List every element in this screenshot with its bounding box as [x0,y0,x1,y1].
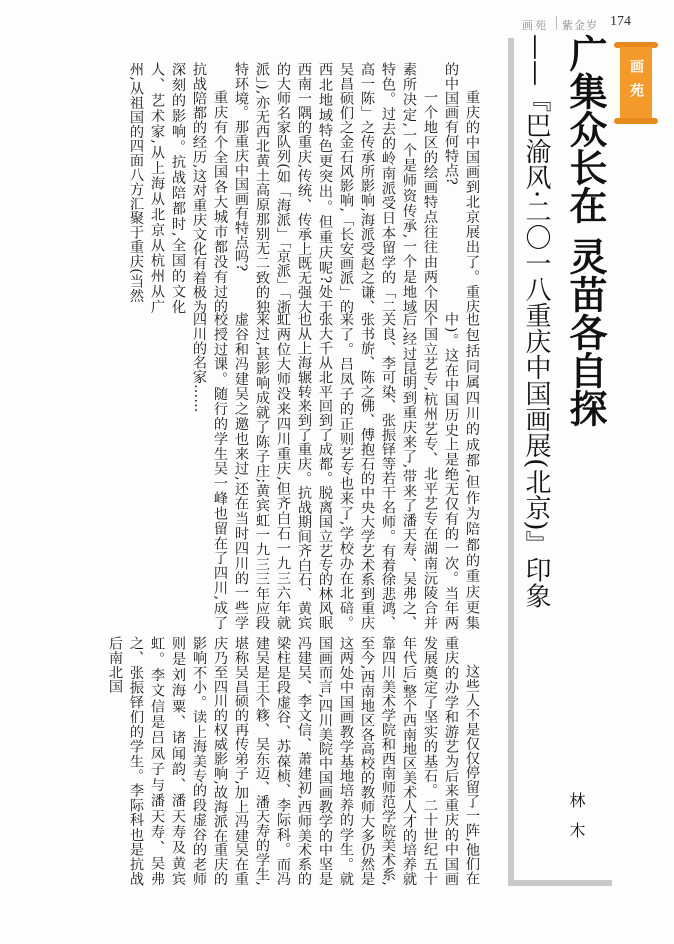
paragraph-4: 这些人不是仅仅停留了一阵,他们在重庆的办学和游艺为后来重庆的中国画发展奠定了坚实的基石。二十世纪五十年代后,整个西南地区美术人才的培养就靠四川美术学院和西南师范学院美术系,至今,西南地区各高校的教师大多仍然是这两处中国画教学基地培养的学生。就国画而言,四川美院中国画教学的中坚是冯建吴、李文信、萧建初,西师美术系的梁柱是段虚谷、苏葆桢、李际科。而冯建吴是王个簃、吴东迈、潘天寿的学生,堪称吴昌硕的再传弟子,加上冯建吴在重庆乃至四川的权威影响,故海派在重庆的影响不小。读上海美专的段虚谷的老师则是刘海粟、诸闻韵、潘天寿及黄宾虹。李文信是吕凤子与潘天寿、吴弗之、张振铎们的学生。李际科也是抗战后南北国 [107,636,480,886]
paragraph-1: 重庆的中国画到北京展出了。重庆的中国画有何特点? [443,62,480,314]
title-block [512,34,610,854]
page-number: 174 [610,14,631,29]
paragraph-3-continued: 也包括同属四川的成都,但作为陪都的重庆更集中)。这在中国历史上是绝无仅有的一次。当年两个国立艺专,杭州艺专、北平艺专在湖南沅陵合并后,经过昆明到重庆来了,带来了潘天寿、吴弗之、关良、李可染、张振铎等若干名师。有着徐悲鸿、张书旂、陈之佛、傅抱石的中央大学艺术系到重庆来了。吕凤子的正则艺专也来了,学校办在北碚。张大千从北平回到了成都。脱离国立艺专的林风眠也从上海辗转来到了重庆。抗战期间齐白石、黄宾虹两位大师没来四川重庆,但齐白石一九三六年就来过,甚影响成就了陈子庄;黄宾虹一九三三年应段虚谷和冯建吴之邀也来过,还在当时四川的一些学校授过课。随行的学生吴一峰也留在了四川,成了四川的名家…… [191,312,480,630]
article-title: 广集众长在 灵苗各自探 [563,34,607,428]
paragraph-3: 重庆有个全国各大城市都没有过的抗战陪都的经历,这对重庆文化有着极为深刻的影响。抗战陪都时,全国的文化人、艺术家,从上海从北京从杭州从广州,从祖国的四面八方汇聚于重庆(当然 [128,62,228,314]
section-badge-label: 画苑 [620,47,652,119]
section-scroll-badge [614,42,658,124]
text-block-bottom [80,636,482,886]
header-magazine-name: 紫金岁 [562,19,598,32]
article-subtitle: ——『巴渝风·二〇一八重庆中国画展(北京)』印象 [521,34,551,609]
page-header [470,14,662,32]
header-divider [556,16,557,30]
paragraph-2: 一个地区的绘画特点往往由两个因素所决定,一个是师资传承,一个是地域特色。过去的岭南派受日本留学的「二高一陈」之传承所影响,海派受赵之谦、吴昌硕们之金石风影响,「长安画派」的西北地域特色更突出。但重庆呢?处于西南一隅的重庆,传统、传承上既无强大的大师名家队列(如「海派」「京派」「浙派」),亦无西北黄土高原那别无二致的独特环境。那重庆中国画有特点吗? [233,62,438,314]
text-block-top-right [128,62,482,314]
header-section-name: 画苑 [522,19,548,32]
title-horizontal-rule [508,880,612,886]
article-author: 林木 [567,792,586,852]
text-block-middle [80,312,482,630]
scroll-rod-bottom [614,118,658,124]
